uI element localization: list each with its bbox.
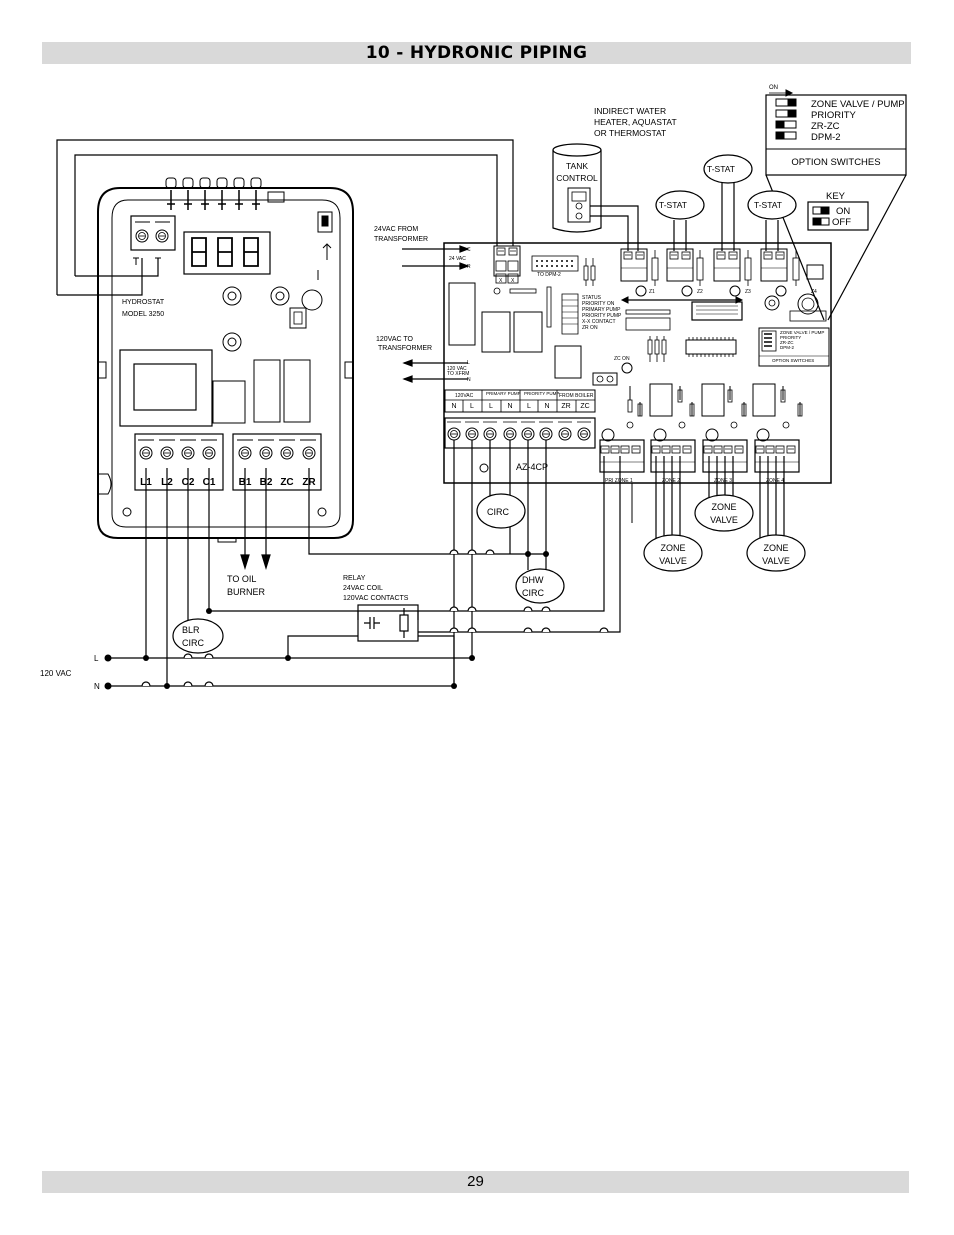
term-zr: ZR — [302, 477, 316, 488]
v120ac: 120 VAC — [40, 669, 72, 678]
term-b2: B2 — [259, 477, 273, 488]
bt-1: L — [470, 403, 474, 410]
opt-3: DPM-2 — [811, 132, 841, 143]
oil-2: BURNER — [227, 587, 266, 597]
status-5: ZR ON — [582, 325, 598, 331]
circ-label: CIRC — [487, 507, 509, 517]
zv3-2: VALVE — [762, 556, 790, 566]
blr-2: CIRC — [182, 638, 204, 648]
zv3-1: ZONE — [763, 543, 789, 553]
mini-sw-1: PRIORITY — [780, 335, 802, 340]
opt-title: OPTION SWITCHES — [791, 157, 881, 168]
tank-control — [553, 144, 601, 232]
indirect-2: HEATER, AQUASTAT — [594, 117, 677, 127]
bt-6: ZR — [561, 403, 571, 410]
zv1-2: VALVE — [659, 556, 687, 566]
bt-3: N — [507, 403, 513, 410]
key-off: OFF — [832, 217, 851, 228]
opt-0: ZONE VALVE / PUMP — [811, 99, 905, 110]
board-n: N — [467, 377, 471, 383]
term-c1: C1 — [202, 477, 216, 488]
status-2: PRIMARY PUMP — [582, 307, 621, 313]
zone-tag-3: Z3 — [745, 289, 751, 295]
grp-priority: PRIORITY PUMP — [524, 391, 560, 396]
status-3: PRIORITY PUMP — [582, 313, 622, 319]
zv2-2: VALVE — [710, 515, 738, 525]
board-c: C — [467, 247, 471, 253]
bt-7: ZC — [580, 403, 590, 410]
mini-sw-2: ZR-ZC — [780, 340, 794, 345]
bt-0: N — [451, 403, 457, 410]
status-0: STATUS — [582, 295, 601, 301]
tank-2: CONTROL — [556, 173, 598, 183]
board-x1: X — [499, 278, 503, 284]
tstat-label-1: T-STAT — [658, 200, 688, 210]
opt-2: ZR-ZC — [811, 121, 840, 132]
board-to-dpm: TO DPM-2 — [537, 272, 561, 278]
oil-1: TO OIL — [227, 574, 257, 584]
hydrostat-labels — [122, 299, 316, 488]
line-l: L — [94, 654, 99, 663]
mini-sw-0: ZONE VALVE / PUMP — [780, 330, 825, 335]
status-4: X-X CONTACT — [582, 319, 616, 325]
board-120vac-1: 120 VAC — [447, 366, 467, 372]
bt-2: L — [489, 403, 493, 410]
term-l2: L2 — [161, 477, 173, 488]
zv2-1: ZONE — [711, 502, 737, 512]
term-b1: B1 — [238, 477, 252, 488]
grp-120vac: 120VAC — [455, 393, 474, 399]
wires — [57, 140, 906, 686]
relay-3: 120VAC CONTACTS — [343, 595, 409, 602]
bt-4: L — [527, 403, 531, 410]
v24-1: 24VAC FROM — [374, 226, 419, 233]
term-zc: ZC — [280, 477, 294, 488]
board-r: R — [467, 264, 471, 270]
page-footer-bar — [42, 1171, 909, 1193]
section-title: 10 - HYDRONIC PIPING — [365, 43, 588, 63]
zc-on: ZC ON — [614, 356, 630, 362]
key-title: KEY — [826, 191, 846, 202]
bt-5: N — [544, 403, 550, 410]
zone-tag-4: Z4 — [811, 289, 817, 295]
zone-block-1: PRI ZONE 1 — [605, 478, 633, 484]
zone-block-3: ZONE 3 — [714, 478, 733, 484]
board-24vac: 24 VAC — [449, 256, 466, 262]
zone-valve-2 — [695, 495, 753, 531]
v24-2: TRANSFORMER — [374, 236, 429, 243]
tstat-label-2: T-STAT — [706, 164, 736, 174]
board-120vac-2: TO XFRM — [447, 371, 470, 377]
grp-primary: PRIMARY PUMP — [486, 391, 521, 396]
hydrostat-label-2: MODEL 3250 — [122, 311, 165, 318]
key-on: ON — [836, 206, 851, 217]
indirect-1: INDIRECT WATER — [594, 106, 667, 116]
page-number: 29 — [467, 1173, 484, 1190]
tank-1: TANK — [565, 161, 589, 171]
v120-2: TRANSFORMER — [378, 345, 433, 352]
dhw-2: CIRC — [522, 588, 544, 598]
mini-sw-3: DPM-2 — [780, 345, 795, 350]
board-l: L — [467, 360, 470, 366]
az4cp-label: AZ-4CP — [516, 462, 549, 472]
grp-boiler: FROM BOILER — [559, 393, 594, 399]
junction-dots — [105, 551, 550, 690]
zv1-1: ZONE — [660, 543, 686, 553]
board-x2: X — [511, 278, 515, 284]
zone-tag-2: Z2 — [697, 289, 703, 295]
mini-sw-title: OPTION SWITCHES — [772, 358, 815, 363]
dhw-1: DHW — [522, 575, 544, 585]
line-n: N — [94, 682, 100, 691]
zone-block-4: ZONE 4 — [766, 478, 785, 484]
relay-2: 24VAC COIL — [343, 585, 383, 592]
term-l1: L1 — [140, 477, 152, 488]
status-1: PRIORITY ON — [582, 301, 615, 307]
tstat-label-3: T-STAT — [753, 200, 783, 210]
indirect-3: OR THERMOSTAT — [594, 128, 667, 138]
relay-1: RELAY — [343, 575, 366, 582]
term-c2: C2 — [181, 477, 195, 488]
zone-tag-1: Z1 — [649, 289, 655, 295]
v120-1: 120VAC TO — [376, 336, 413, 343]
opt-1: PRIORITY — [811, 110, 856, 121]
hydrostat-label-1: HYDROSTAT — [122, 299, 165, 306]
zone-block-2: ZONE 2 — [662, 478, 681, 484]
opt-on: ON — [769, 85, 778, 91]
blr-1: BLR — [182, 625, 200, 635]
